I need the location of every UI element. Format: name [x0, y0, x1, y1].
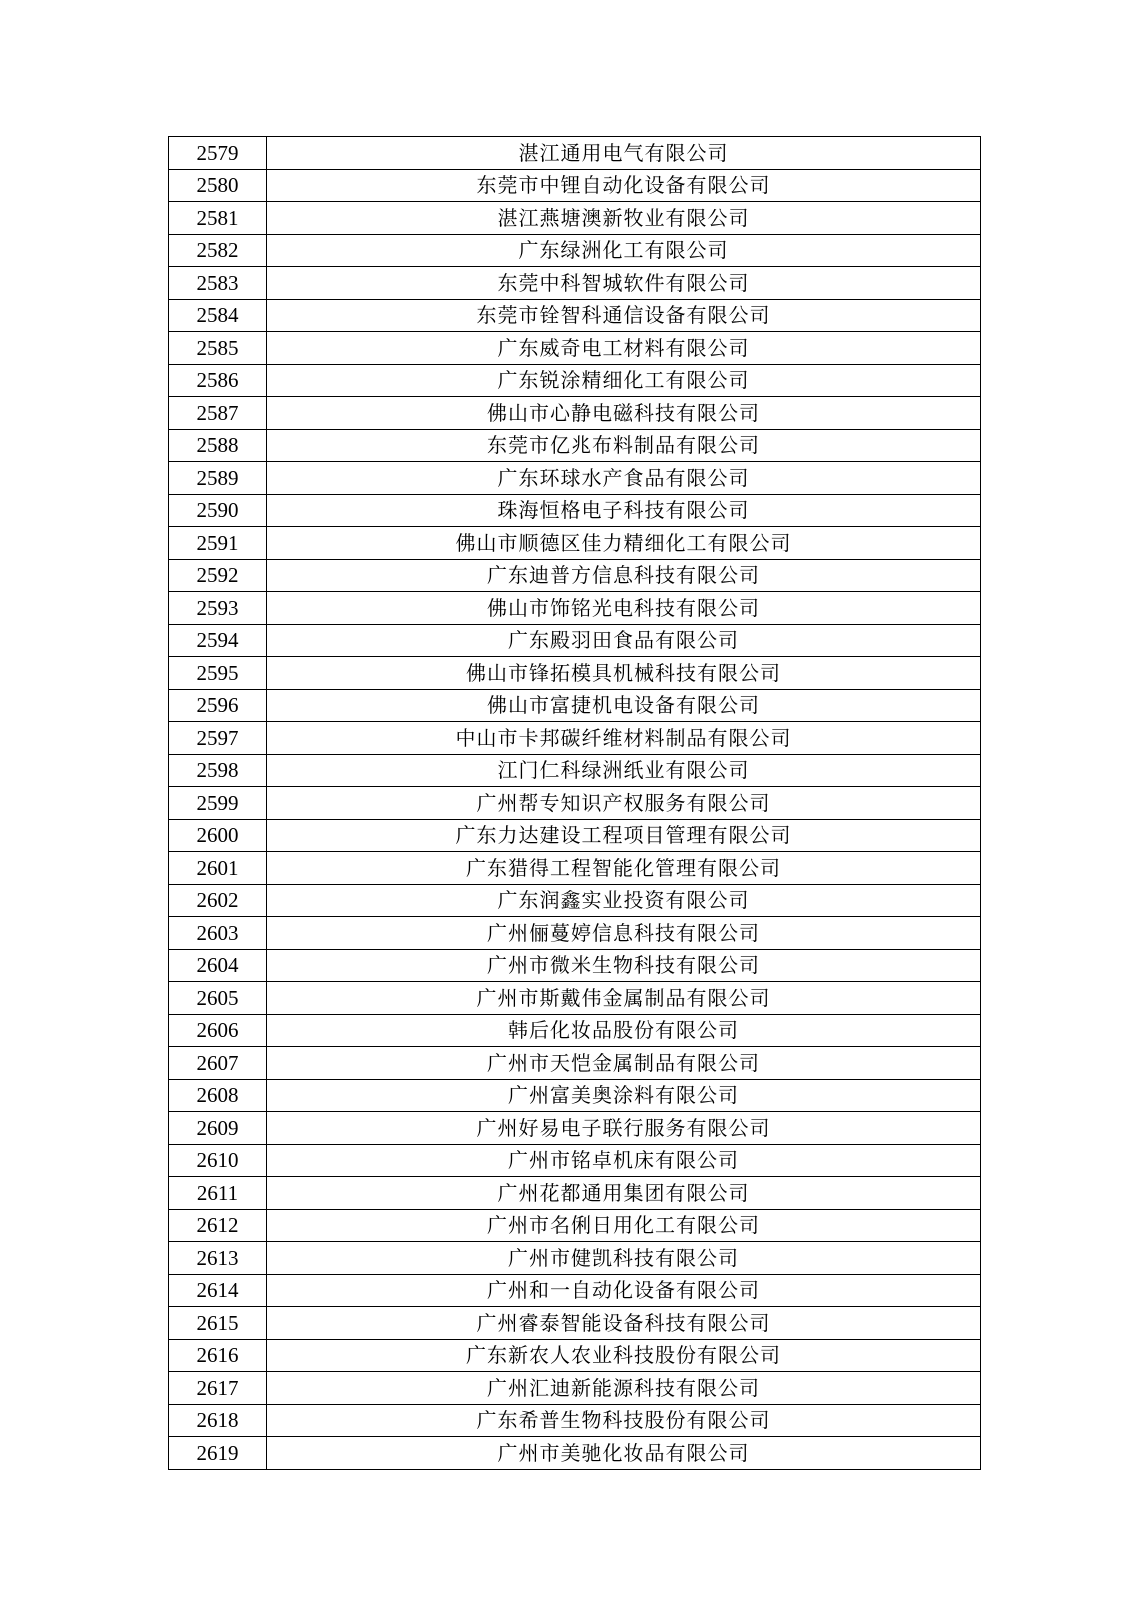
company-name-cell: 佛山市心静电磁科技有限公司 — [267, 397, 981, 430]
table-row — [169, 1079, 981, 1112]
table-row — [169, 787, 981, 820]
company-name-cell: 广州市微米生物科技有限公司 — [267, 949, 981, 982]
company-name-cell: 广东迪普方信息科技有限公司 — [267, 559, 981, 592]
table-row — [169, 1144, 981, 1177]
row-number-cell: 2612 — [169, 1209, 267, 1242]
company-name-cell: 中山市卡邦碳纤维材料制品有限公司 — [267, 722, 981, 755]
table-row — [169, 1112, 981, 1145]
row-number-cell: 2588 — [169, 429, 267, 462]
row-number-cell: 2583 — [169, 267, 267, 300]
company-name-cell: 广东新农人农业科技股份有限公司 — [267, 1339, 981, 1372]
company-name-cell: 东莞市铨智科通信设备有限公司 — [267, 299, 981, 332]
row-number-cell: 2606 — [169, 1014, 267, 1047]
table-row — [169, 364, 981, 397]
table-row — [169, 267, 981, 300]
table-row — [169, 1437, 981, 1470]
table-row — [169, 494, 981, 527]
table-row — [169, 754, 981, 787]
table-row — [169, 202, 981, 235]
company-name-cell: 广州睿泰智能设备科技有限公司 — [267, 1307, 981, 1340]
table-row — [169, 722, 981, 755]
company-name-cell: 广州俪蔓婷信息科技有限公司 — [267, 917, 981, 950]
row-number-cell: 2597 — [169, 722, 267, 755]
table-row — [169, 819, 981, 852]
table-row — [169, 1242, 981, 1275]
company-name-cell: 湛江通用电气有限公司 — [267, 137, 981, 170]
table-row — [169, 429, 981, 462]
table-row — [169, 852, 981, 885]
company-name-cell: 佛山市锋拓模具机械科技有限公司 — [267, 657, 981, 690]
table-row — [169, 592, 981, 625]
table-row — [169, 169, 981, 202]
row-number-cell: 2603 — [169, 917, 267, 950]
table-row — [169, 624, 981, 657]
table-row — [169, 299, 981, 332]
row-number-cell: 2614 — [169, 1274, 267, 1307]
row-number-cell: 2581 — [169, 202, 267, 235]
company-name-cell: 广州汇迪新能源科技有限公司 — [267, 1372, 981, 1405]
company-name-cell: 广东猎得工程智能化管理有限公司 — [267, 852, 981, 885]
row-number-cell: 2598 — [169, 754, 267, 787]
row-number-cell: 2582 — [169, 234, 267, 267]
company-name-cell: 广州和一自动化设备有限公司 — [267, 1274, 981, 1307]
row-number-cell: 2587 — [169, 397, 267, 430]
company-name-cell: 广东殿羽田食品有限公司 — [267, 624, 981, 657]
company-name-cell: 广州市斯戴伟金属制品有限公司 — [267, 982, 981, 1015]
company-name-cell: 广州市健凯科技有限公司 — [267, 1242, 981, 1275]
company-name-cell: 佛山市富捷机电设备有限公司 — [267, 689, 981, 722]
table-row — [169, 332, 981, 365]
row-number-cell: 2593 — [169, 592, 267, 625]
table-row — [169, 462, 981, 495]
table-row — [169, 397, 981, 430]
row-number-cell: 2596 — [169, 689, 267, 722]
company-name-cell: 广州花都通用集团有限公司 — [267, 1177, 981, 1210]
company-name-cell: 广州富美奥涂料有限公司 — [267, 1079, 981, 1112]
row-number-cell: 2601 — [169, 852, 267, 885]
company-name-cell: 广东希普生物科技股份有限公司 — [267, 1404, 981, 1437]
company-name-cell: 广东锐涂精细化工有限公司 — [267, 364, 981, 397]
company-name-cell: 佛山市饰铭光电科技有限公司 — [267, 592, 981, 625]
table-row — [169, 982, 981, 1015]
table-row — [169, 137, 981, 170]
row-number-cell: 2602 — [169, 884, 267, 917]
company-name-cell: 东莞市亿兆布料制品有限公司 — [267, 429, 981, 462]
row-number-cell: 2579 — [169, 137, 267, 170]
row-number-cell: 2615 — [169, 1307, 267, 1340]
table-row — [169, 1372, 981, 1405]
company-name-cell: 广东威奇电工材料有限公司 — [267, 332, 981, 365]
company-name-cell: 东莞市中锂自动化设备有限公司 — [267, 169, 981, 202]
row-number-cell: 2610 — [169, 1144, 267, 1177]
table-row — [169, 1209, 981, 1242]
row-number-cell: 2600 — [169, 819, 267, 852]
table-row — [169, 559, 981, 592]
row-number-cell: 2618 — [169, 1404, 267, 1437]
row-number-cell: 2594 — [169, 624, 267, 657]
row-number-cell: 2616 — [169, 1339, 267, 1372]
table-row — [169, 1014, 981, 1047]
table-row — [169, 1307, 981, 1340]
table-row — [169, 234, 981, 267]
row-number-cell: 2591 — [169, 527, 267, 560]
company-name-cell: 广州市天恺金属制品有限公司 — [267, 1047, 981, 1080]
company-name-cell: 广东环球水产食品有限公司 — [267, 462, 981, 495]
table-row — [169, 884, 981, 917]
row-number-cell: 2617 — [169, 1372, 267, 1405]
row-number-cell: 2590 — [169, 494, 267, 527]
company-name-cell: 广东力达建设工程项目管理有限公司 — [267, 819, 981, 852]
company-name-cell: 广州市铭卓机床有限公司 — [267, 1144, 981, 1177]
company-name-cell: 佛山市顺德区佳力精细化工有限公司 — [267, 527, 981, 560]
row-number-cell: 2608 — [169, 1079, 267, 1112]
row-number-cell: 2609 — [169, 1112, 267, 1145]
row-number-cell: 2585 — [169, 332, 267, 365]
row-number-cell: 2613 — [169, 1242, 267, 1275]
company-name-cell: 广州好易电子联行服务有限公司 — [267, 1112, 981, 1145]
table-row — [169, 527, 981, 560]
company-name-cell: 广东绿洲化工有限公司 — [267, 234, 981, 267]
row-number-cell: 2607 — [169, 1047, 267, 1080]
company-name-cell: 江门仁科绿洲纸业有限公司 — [267, 754, 981, 787]
company-name-cell: 广东润鑫实业投资有限公司 — [267, 884, 981, 917]
company-name-cell: 湛江燕塘澳新牧业有限公司 — [267, 202, 981, 235]
row-number-cell: 2619 — [169, 1437, 267, 1470]
company-name-cell: 广州市美驰化妆品有限公司 — [267, 1437, 981, 1470]
row-number-cell: 2584 — [169, 299, 267, 332]
table-body — [169, 137, 981, 1470]
company-name-cell: 韩后化妆品股份有限公司 — [267, 1014, 981, 1047]
row-number-cell: 2599 — [169, 787, 267, 820]
company-name-cell: 广州帮专知识产权服务有限公司 — [267, 787, 981, 820]
table-row — [169, 1047, 981, 1080]
row-number-cell: 2589 — [169, 462, 267, 495]
company-name-cell: 广州市名俐日用化工有限公司 — [267, 1209, 981, 1242]
table-row — [169, 917, 981, 950]
table-row — [169, 949, 981, 982]
row-number-cell: 2611 — [169, 1177, 267, 1210]
table-row — [169, 1339, 981, 1372]
row-number-cell: 2580 — [169, 169, 267, 202]
company-name-cell: 珠海恒格电子科技有限公司 — [267, 494, 981, 527]
company-list-table — [168, 136, 981, 1470]
row-number-cell: 2586 — [169, 364, 267, 397]
row-number-cell: 2605 — [169, 982, 267, 1015]
row-number-cell: 2604 — [169, 949, 267, 982]
company-name-cell: 东莞中科智城软件有限公司 — [267, 267, 981, 300]
row-number-cell: 2595 — [169, 657, 267, 690]
table-row — [169, 1274, 981, 1307]
table-row — [169, 1177, 981, 1210]
row-number-cell: 2592 — [169, 559, 267, 592]
table-row — [169, 1404, 981, 1437]
table-row — [169, 657, 981, 690]
table-row — [169, 689, 981, 722]
